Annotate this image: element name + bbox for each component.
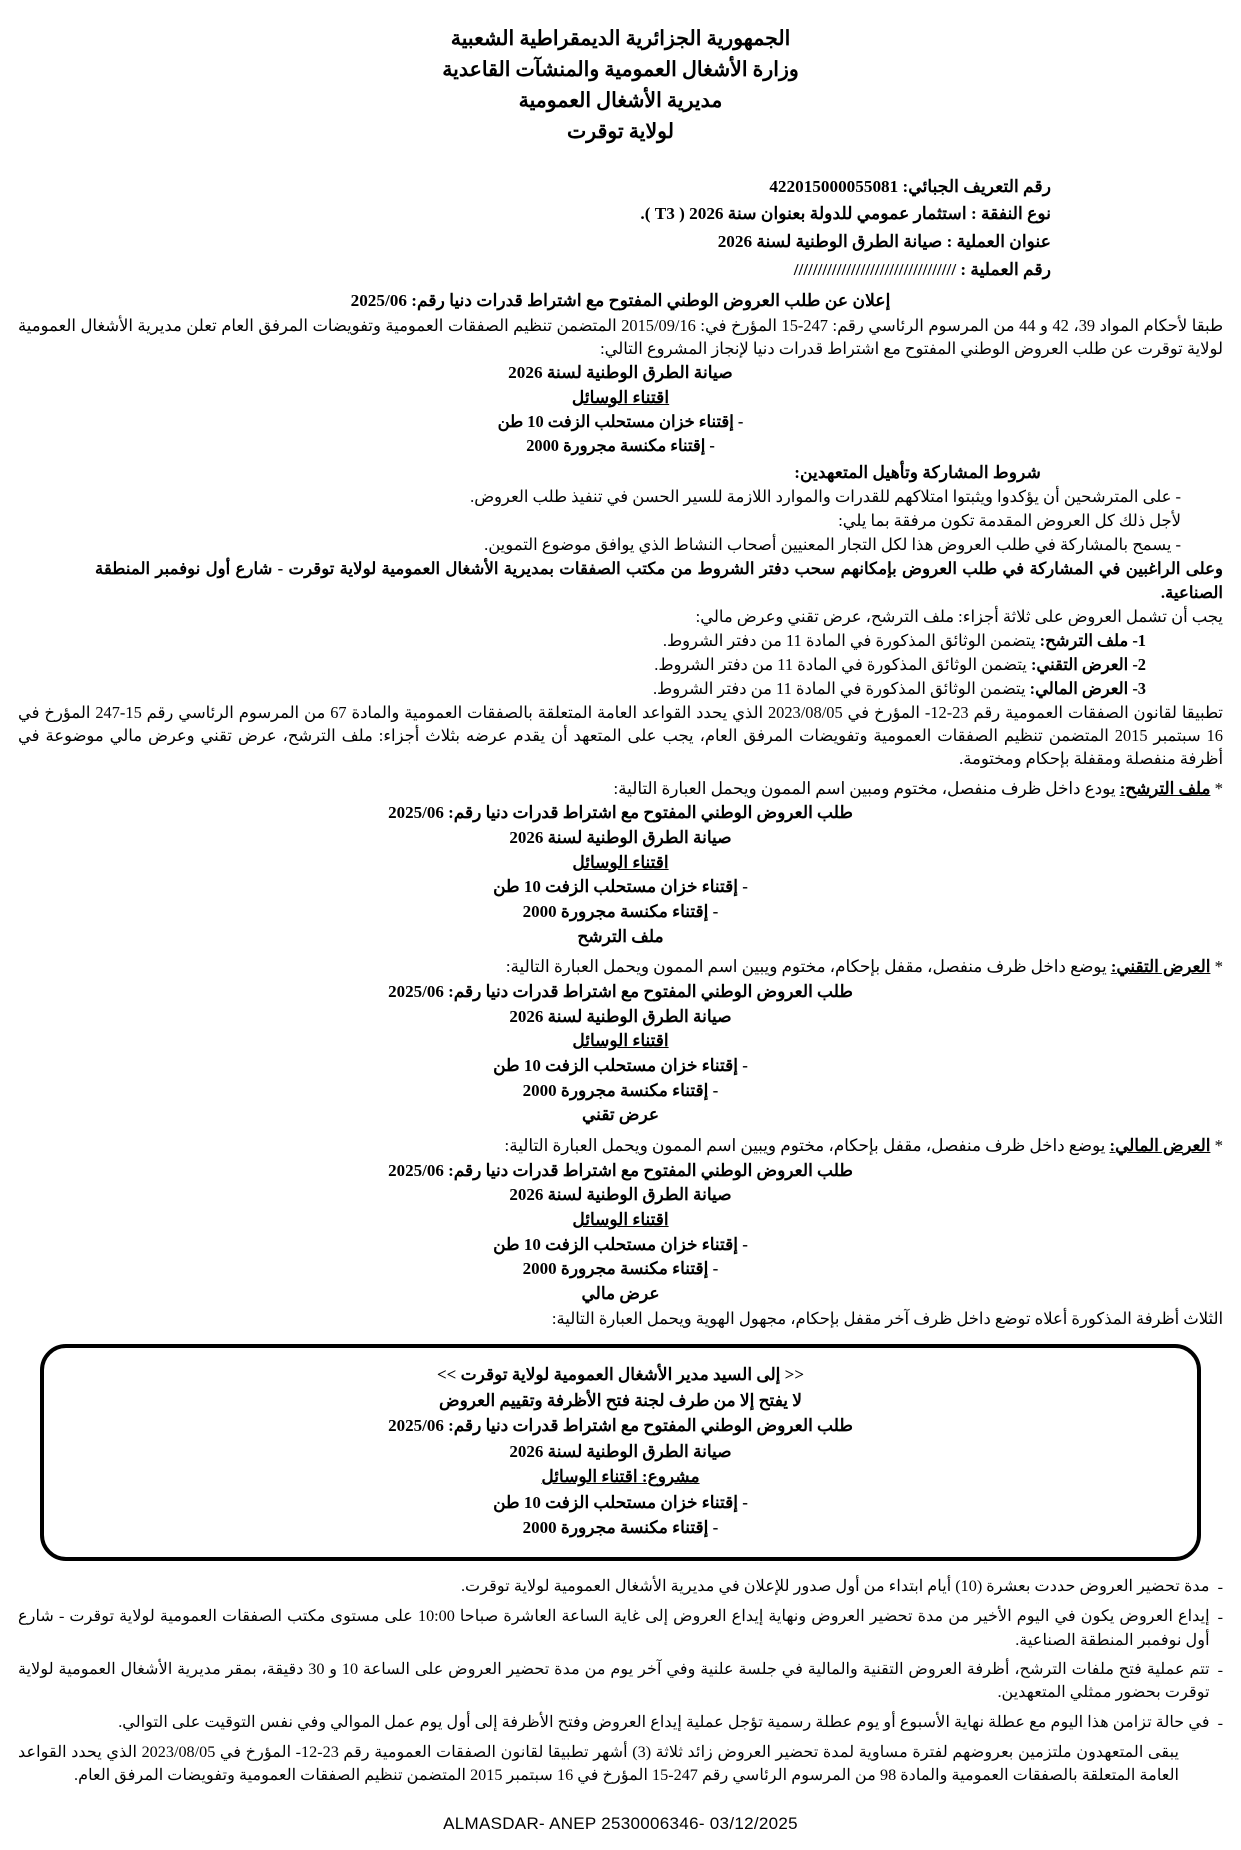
operation-number-label: رقم العملية : [960,260,1051,280]
expense-type-row [0,200,1051,228]
offer-part-3-label: العرض المالي: [1029,678,1129,698]
operation-title-value: صيانة الطرق الوطنية لسنة 2026 [717,232,943,252]
outer-envelope-note: الثلاث أظرفة المذكورة أعلاه توضع داخل ظرف آخر مقفل بإحكام، مجهول الهوية ويحمل العبارة التالية: [551,1308,1223,1328]
closing-item-text-2: إيداع العروض يكون في اليوم الأخير من مدة تحضير العروض ونهاية إيداع العروض إلى غاية الساعة العاشرة صباحا 10:00 على مستوى مكتب الصفقات العمومية لولاية توقرت - شارع أول نوفمبر المنطقة الصناعية. [18,1607,1210,1649]
closing-item [18,1605,1223,1652]
box-line-opening-restriction: لا يفتح إلا من طرف لجنة فتح الأظرفة وتقييم العروض [439,1390,802,1410]
announcement-title: إعلان عن طلب العروض الوطني المفتوح مع اشتراط قدرات دنيا رقم: 2025/06 [350,291,891,311]
envelope-1-line-3: اقتناء الوسائل [572,852,669,872]
envelope-1-line-5: - إقتناء مكنسة مجرورة 2000 [522,901,719,921]
acquisition-item-2: - إقتناء مكنسة مجرورة 2000 [526,436,715,456]
conditions-heading: شروط المشاركة وتأهيل المتعهدين: [794,463,1041,483]
closing-item [18,1658,1223,1705]
offer-parts-intro: يجب أن تشمل العروض على ثلاثة أجزاء: ملف الترشح، عرض تقني وعرض مالي: [695,606,1223,626]
project-title: صيانة الطرق الوطنية لسنة 2026 [508,362,733,382]
offer-part-3 [18,677,1146,701]
header-directorate: مديرية الأشغال العمومية [518,90,723,113]
envelope-2-line-1: طلب العروض الوطني المفتوح مع اشتراط قدرات دنيا رقم: 2025/06 [388,982,853,1002]
offer-part-2-label: العرض التقني: [1030,654,1129,674]
anep-footer: ALMASDAR- ANEP 2530006346- 03/12/2025 [443,1813,798,1833]
offer-part-1-number: 1- [1132,630,1146,650]
offer-part-3-text: يتضمن الوثائق المذكورة في المادة 11 من دفتر الشروط. [652,678,1030,698]
tax-id-value: 422015000055081 [769,176,899,196]
outer-envelope-label-box [40,1344,1201,1561]
closing-item-dash-3: - [1217,1660,1223,1679]
operation-number-row [0,256,1051,284]
envelope-3-star: * [1214,1135,1223,1155]
operation-number-value: ////////////////////////////////// [793,260,957,280]
tax-id-row [0,173,1051,201]
envelope-3-line-4: - إقتناء خزان مستحلب الزفت 10 طن [493,1234,748,1254]
withdrawal-paragraph: وعلى الراغبين في المشاركة في طلب العروض بإمكانهم سحب دفتر الشروط من مكتب الصفقات بمديرية الأشغال العمومية لولاية توقرت - شارع أول نوفمبر المنطقة الصناعية. [95,558,1223,602]
envelope-2-star: * [1214,957,1223,977]
box-line-addressee: << إلى السيد مدير الأشغال العمومية لولاية توقرت >> [436,1365,805,1385]
envelope-1-lines [0,801,1241,949]
box-line-tender-number: طلب العروض الوطني المفتوح مع اشتراط قدرات دنيا رقم: 2025/06 [388,1416,853,1436]
expense-type-value: استثمار عمومي للدولة بعنوان سنة 2026 ( T3 ). [640,204,967,224]
legal-reference-paragraph: طبقا لأحكام المواد 39، 42 و 44 من المرسوم الرئاسي رقم: 247-15 المؤرخ في: 2015/09/16 المتضمن تنظيم الصفقات العمومية وتفويضات المرفق العام تعلن مديرية الأشغال العمومية لولاية توقرت عن طلب العروض الوطني المفتوح مع اشتراط قدرات دنيا لإنجاز المشروع التالي: [18,316,1223,359]
closing-item-dash-2: - [1217,1608,1223,1627]
box-line-project: صيانة الطرق الوطنية لسنة 2026 [509,1441,732,1461]
offer-part-2-number: 2- [1132,654,1146,674]
envelope-2-label: العرض التقني: [1110,957,1211,977]
envelope-3-line-1: طلب العروض الوطني المفتوح مع اشتراط قدرات دنيا رقم: 2025/06 [388,1160,853,1180]
procurement-law-paragraph: تطبيقا لقانون الصفقات العمومية رقم 23-12- المؤرخ في 2023/08/05 الذي يحدد القواعد العامة المتعلقة بالصفقات العمومية والمادة 67 من المرسوم الرئاسي رقم 15-247 المؤرخ في 16 سبتمبر 2015 المتضمن تنظيم الصفقات العمومية وتفويضات المرفق العام، يجب على المتعهد أن يقدم عرضه بثلاث أجزاء: ملف الترشح، عرض تقني وعرض مالي موضوعة في أظرفة منفصلة ومقفلة بإحكام ومختومة. [18,702,1223,769]
conditions-bullet-1: - على المترشحين أن يؤكدوا ويثبتوا امتلاكهم للقدرات والموارد اللازمة للسير الحسن في تنفيذ طلب العروض. [470,487,1181,507]
envelope-2-line-4: - إقتناء خزان مستحلب الزفت 10 طن [493,1056,748,1075]
envelope-1-star: * [1214,778,1223,798]
operation-title-row [0,228,1051,256]
closing-item-text-1: مدة تحضير العروض حددت بعشرة (10) أيام ابتداء من أول صدور للإعلان في مديرية الأشغال العمومية لولاية توقرت. [460,1576,1210,1595]
closing-item-dash-1: - [1217,1577,1223,1596]
envelope-1-line-1: طلب العروض الوطني المفتوح مع اشتراط قدرات دنيا رقم: 2025/06 [388,803,853,823]
document-header [0,24,1241,149]
conditions-line-2: لأجل ذلك كل العروض المقدمة تكون مرفقة بما يلي: [838,510,1181,530]
closing-conditions-list [18,1575,1223,1735]
offer-part-1-text: يتضمن الوثائق المذكورة في المادة 11 من دفتر الشروط. [662,630,1040,650]
offer-part-1 [18,629,1146,653]
offer-part-2 [18,653,1146,677]
envelope-1-line-4: - إقتناء خزان مستحلب الزفت 10 طن [493,877,748,897]
acquisition-heading: اقتناء الوسائل [571,387,670,407]
offer-part-1-label: ملف الترشح: [1039,630,1129,650]
box-line-item-2: - إقتناء مكنسة مجرورة 2000 [522,1518,719,1538]
conditions-bullet-3: - يسمح بالمشاركة في طلب العروض هذا لكل التجار المعنيين أصحاب النشاط الذي يوافق موضوع التموين. [484,534,1181,554]
envelope-1-header [18,777,1223,802]
envelope-3-line-5: - إقتناء مكنسة مجرورة 2000 [522,1259,719,1279]
envelope-1-label: ملف الترشح: [1119,778,1211,798]
box-line-subject: مشروع: اقتناء الوسائل [541,1467,700,1487]
acquisition-item-1: - إقتناء خزان مستحلب الزفت 10 طن [497,412,744,432]
envelope-3-lines [0,1159,1241,1307]
header-country: الجمهورية الجزائرية الديمقراطية الشعبية [450,28,791,50]
closing-item-text-4: في حالة تزامن هذا اليوم مع عطلة نهاية الأسبوع أو يوم عطلة رسمية تؤجل عملية إيداع العروض وفتح الأظرفة إلى أول يوم عمل الموالي وفي نفس التوقيت على التوالي. [118,1712,1210,1731]
envelope-2-desc: يوضع داخل ظرف منفصل، مقفل بإحكام، مختوم ويبين اسم الممون ويحمل العبارة التالية: [505,957,1111,977]
envelope-2-lines [0,980,1241,1128]
closing-item [18,1711,1223,1735]
offer-part-3-number: 3- [1132,678,1146,698]
closing-item [18,1575,1223,1599]
envelope-2-line-5: - إقتناء مكنسة مجرورة 2000 [522,1080,719,1100]
closing-item-text-3: تتم عملية فتح ملفات الترشح، أظرفة العروض التقنية والمالية في جلسة علنية وفي آخر يوم من مدة تحضير العروض على الساعة 10 و 30 دقيقة، بمقر مديرية الأشغال العمومية لولاية توقرت بحضور ممثلي المتعهدين. [18,1659,1210,1702]
envelope-1-line-6: ملف الترشح [577,926,664,946]
envelope-2-header [18,955,1223,980]
envelope-3-desc: يوضع داخل ظرف منفصل، مقفل بإحكام، مختوم ويبين اسم الممون ويحمل العبارة التالية: [504,1135,1110,1155]
envelope-2-line-6: عرض تقني [582,1105,659,1125]
envelope-3-line-6: عرض مالي [581,1283,660,1303]
envelope-2-line-3: اقتناء الوسائل [572,1031,669,1051]
commitment-period-paragraph: يبقى المتعهدون ملتزمين بعروضهم لفترة مساوية لمدة تحضير العروض زائد ثلاثة (3) أشهر تطبيقا لقانون الصفقات العمومية رقم 23-12- المؤرخ في 2023/08/05 الذي يحدد القواعد العامة المتعلقة بالصفقات العمومية والمادة 98 من المرسوم الرئاسي رقم 247-15 المؤرخ في 16 سبتمبر 2015 المتضمن تنظيم الصفقات العمومية وتفويضات المرفق العام. [18,1742,1179,1785]
closing-item-dash-4: - [1217,1713,1223,1732]
envelope-2-line-2: صيانة الطرق الوطنية لسنة 2026 [509,1006,732,1026]
offer-part-2-text: يتضمن الوثائق المذكورة في المادة 11 من دفتر الشروط. [654,654,1031,674]
envelope-3-label: العرض المالي: [1109,1135,1211,1155]
envelope-1-desc: يودع داخل ظرف منفصل، مختوم ومبين اسم الممون ويحمل العبارة التالية: [613,778,1120,798]
tax-id-label: رقم التعريف الجبائي: [902,176,1051,196]
box-line-item-1: - إقتناء خزان مستحلب الزفت 10 طن [493,1492,748,1512]
envelope-3-line-2: صيانة الطرق الوطنية لسنة 2026 [509,1185,732,1205]
envelope-3-header [18,1134,1223,1159]
header-wilaya: لولاية توقرت [566,121,675,144]
header-ministry: وزارة الأشغال العمومية والمنشآت القاعدية [442,59,799,82]
expense-type-label: نوع النفقة : [970,204,1051,224]
envelope-1-line-2: صيانة الطرق الوطنية لسنة 2026 [509,828,732,848]
operation-title-label: عنوان العملية : [946,232,1051,252]
envelope-3-line-3: اقتناء الوسائل [572,1210,669,1230]
identification-block [0,173,1051,284]
